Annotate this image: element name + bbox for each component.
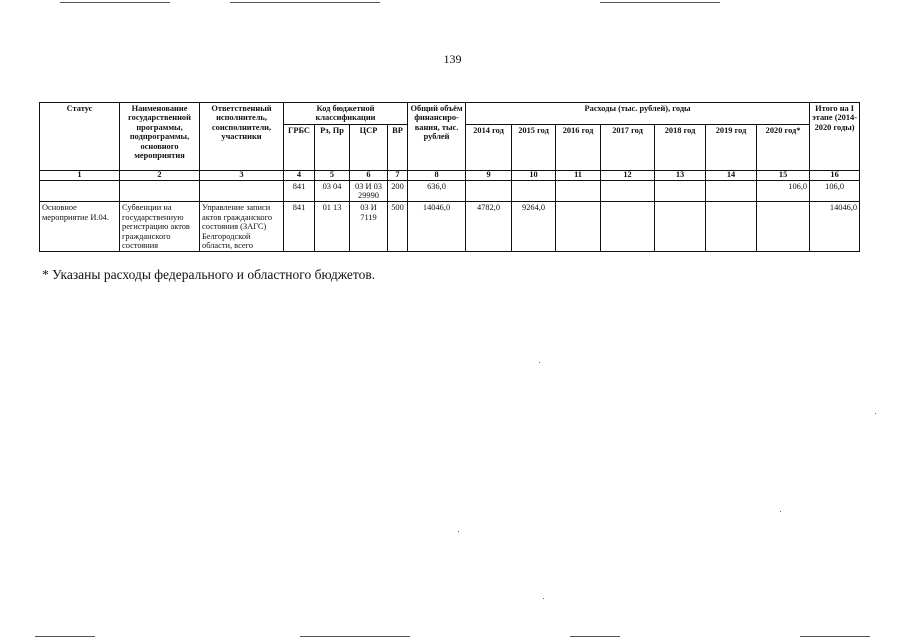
scan-bottom-edge bbox=[35, 636, 95, 637]
scan-speck bbox=[458, 531, 459, 532]
scan-speck bbox=[780, 511, 781, 512]
cell-stage-total: 106,0 bbox=[810, 180, 860, 202]
cell-year bbox=[655, 180, 706, 202]
cell-grbs: 841 bbox=[284, 180, 315, 202]
scan-top-edge bbox=[600, 2, 720, 3]
header-year: 2015 год bbox=[512, 124, 556, 170]
scan-top-edge bbox=[60, 2, 170, 3]
column-number-row bbox=[40, 170, 860, 180]
scan-speck bbox=[875, 413, 876, 414]
header-grbs: ГРБС bbox=[284, 124, 315, 170]
cell-status bbox=[40, 180, 120, 202]
header-year: 2014 год bbox=[466, 124, 512, 170]
budget-table bbox=[39, 102, 860, 252]
scan-speck bbox=[543, 598, 544, 599]
header-total-volume: Общий объём финансиро-вания, тыс. рублей bbox=[408, 103, 466, 171]
column-number: 15 bbox=[757, 170, 810, 180]
cell-year bbox=[466, 180, 512, 202]
header-stage-total: Итого на I этапе (2014-2020 годы) bbox=[810, 103, 860, 171]
scan-bottom-edge bbox=[300, 636, 410, 637]
column-number: 5 bbox=[315, 170, 350, 180]
cell-year: 4782,0 bbox=[466, 202, 512, 252]
column-number: 12 bbox=[601, 170, 655, 180]
column-number: 9 bbox=[466, 170, 512, 180]
column-number: 10 bbox=[512, 170, 556, 180]
header-status: Статус bbox=[40, 103, 120, 171]
column-number: 1 bbox=[40, 170, 120, 180]
cell-total: 636,0 bbox=[408, 180, 466, 202]
page-number: 139 bbox=[443, 52, 462, 66]
header-expenses: Расходы (тыс. рублей), годы bbox=[466, 103, 810, 125]
column-number: 16 bbox=[810, 170, 860, 180]
table-row bbox=[40, 202, 860, 252]
cell-executor bbox=[200, 180, 284, 202]
column-number: 6 bbox=[350, 170, 388, 180]
cell-year bbox=[706, 180, 757, 202]
cell-year: 9264,0 bbox=[512, 202, 556, 252]
column-number: 7 bbox=[388, 170, 408, 180]
header-executor: Ответственный исполнитель, соисполнители, участники bbox=[200, 103, 284, 171]
cell-vr: 200 bbox=[388, 180, 408, 202]
cell-program-name bbox=[120, 180, 200, 202]
column-number: 8 bbox=[408, 170, 466, 180]
cell-year bbox=[556, 180, 601, 202]
header-year: 2017 год bbox=[601, 124, 655, 170]
cell-executor: Управление записи актов гражданского состояния (ЗАГС) Белгородской области, всего bbox=[200, 202, 284, 252]
cell-vr: 500 bbox=[388, 202, 408, 252]
cell-rz-pr: 03 04 bbox=[315, 180, 350, 202]
cell-stage-total: 14046,0 bbox=[810, 202, 860, 252]
column-number: 3 bbox=[200, 170, 284, 180]
header-row-top bbox=[40, 103, 860, 125]
cell-year bbox=[556, 202, 601, 252]
cell-grbs: 841 bbox=[284, 202, 315, 252]
cell-csr: 03 И 7119 bbox=[350, 202, 388, 252]
footnote: * Указаны расходы федерального и областного бюджетов. bbox=[42, 267, 376, 282]
scan-bottom-edge bbox=[800, 636, 870, 637]
header-year: 2018 год bbox=[655, 124, 706, 170]
cell-year: 106,0 bbox=[757, 180, 810, 202]
header-year: 2016 год bbox=[556, 124, 601, 170]
cell-year bbox=[706, 202, 757, 252]
header-rz-pr: Рз, Пр bbox=[315, 124, 350, 170]
cell-status: Основное мероприятие И.04. bbox=[40, 202, 120, 252]
cell-year bbox=[512, 180, 556, 202]
header-csr: ЦСР bbox=[350, 124, 388, 170]
column-number: 13 bbox=[655, 170, 706, 180]
cell-rz-pr: 01 13 bbox=[315, 202, 350, 252]
table-row bbox=[40, 180, 860, 202]
scan-speck bbox=[539, 362, 540, 363]
header-budget-code: Код бюджетной классификации bbox=[284, 103, 408, 125]
column-number: 11 bbox=[556, 170, 601, 180]
column-number: 2 bbox=[120, 170, 200, 180]
header-vr: ВР bbox=[388, 124, 408, 170]
cell-csr: 03 И 03 29990 bbox=[350, 180, 388, 202]
header-year: 2019 год bbox=[706, 124, 757, 170]
header-program-name: Наименование государственной программы, подпрограммы, основного мероприятия bbox=[120, 103, 200, 171]
cell-year bbox=[655, 202, 706, 252]
scan-top-edge bbox=[230, 2, 380, 3]
header-year: 2020 год* bbox=[757, 124, 810, 170]
cell-year bbox=[601, 202, 655, 252]
cell-year bbox=[757, 202, 810, 252]
column-number: 14 bbox=[706, 170, 757, 180]
cell-year bbox=[601, 180, 655, 202]
column-number: 4 bbox=[284, 170, 315, 180]
cell-program-name: Субвенции на государственную регистрацию актов гражданского состояния bbox=[120, 202, 200, 252]
scan-bottom-edge bbox=[570, 636, 620, 637]
cell-total: 14046,0 bbox=[408, 202, 466, 252]
